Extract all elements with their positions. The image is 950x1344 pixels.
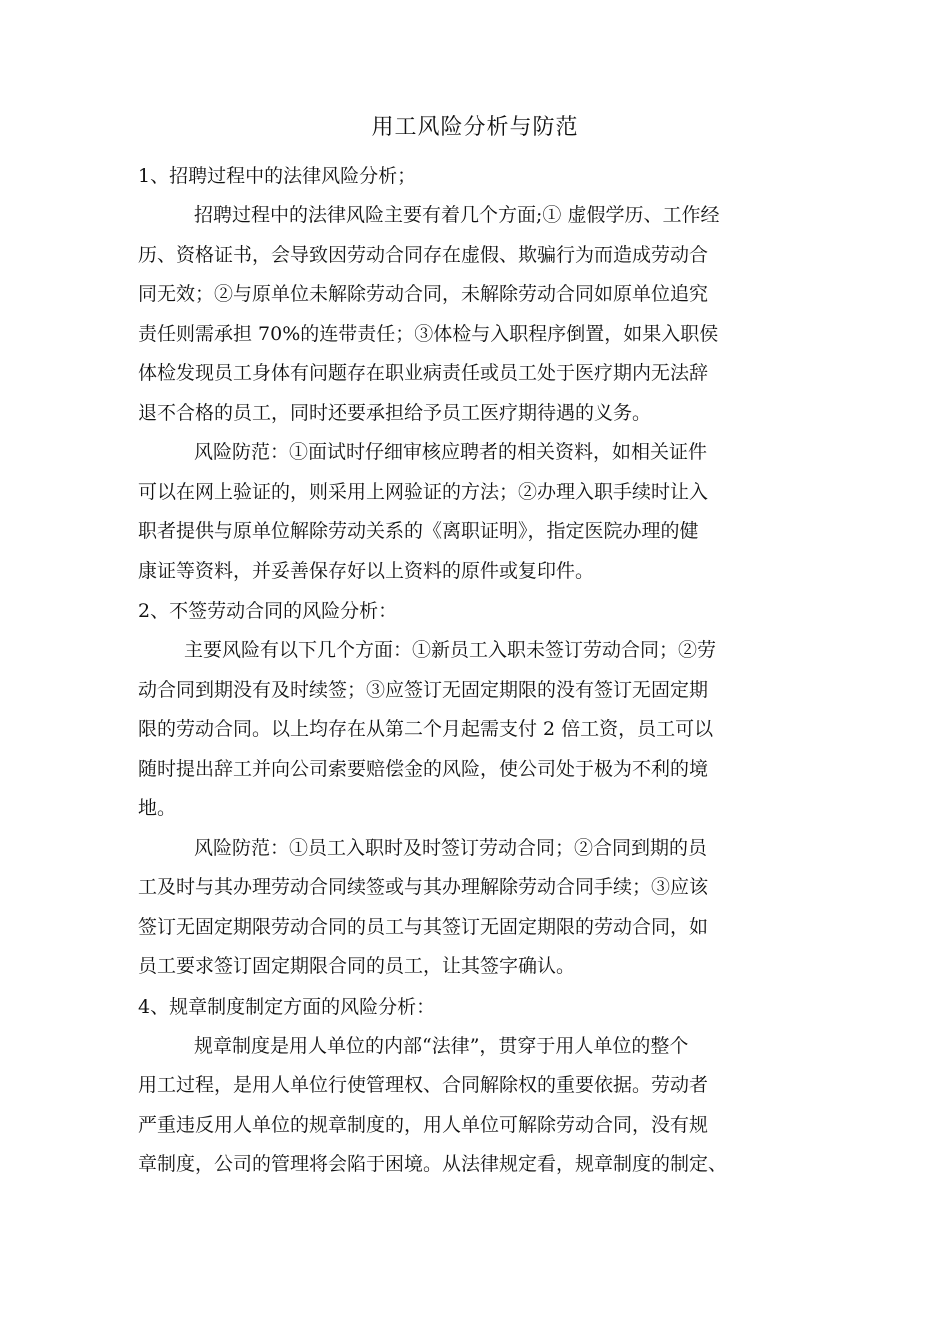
- text-line: 康证等资料，并妥善保存好以上资料的原件或复印件。: [138, 559, 595, 582]
- text-line: 职者提供与原单位解除劳动关系的《离职证明》，指定医院办理的健: [138, 520, 699, 542]
- text-line: 严重违反用人单位的规章制度的，用人单位可解除劳动合同，没有规: [138, 1113, 709, 1136]
- section-heading: 2、不签劳动合同的风险分析：: [138, 600, 398, 622]
- text-line: 同无效；②与原单位未解除劳动合同，未解除劳动合同如原单位追究: [138, 283, 709, 305]
- text-line: 用工过程，是用人单位行使管理权、合同解除权的重要依据。劳动者: [138, 1074, 709, 1096]
- text-line: 历、资格证书，会导致因劳动合同存在虚假、欺骗行为而造成劳动合: [138, 243, 709, 266]
- text-line: 可以在网上验证的，则采用上网验证的方法；②办理入职手续时让入: [138, 480, 709, 503]
- text-line: 随时提出辞工并向公司索要赔偿金的风险，使公司处于极为不利的境: [138, 757, 709, 780]
- text-line: 退不合格的员工，同时还要承担给予员工医疗期待遇的义务。: [138, 401, 652, 424]
- document-title: 用工风险分析与防范: [371, 115, 579, 140]
- text-line: 动合同到期没有及时续签；③应签订无固定期限的没有签订无固定期: [138, 678, 709, 701]
- text-line: 规章制度是用人单位的内部“法律”，贯穿于用人单位的整个: [194, 1034, 689, 1057]
- document-body: [138, 156, 828, 1185]
- section-heading: 1、招聘过程中的法律风险分析；: [138, 165, 417, 187]
- text-line: 签订无固定期限劳动合同的员工与其签订无固定期限的劳动合同，如: [138, 915, 709, 938]
- text-line: 员工要求签订固定期限合同的员工，让其签字确认。: [138, 955, 576, 977]
- text-line: 章制度，公司的管理将会陷于困境。从法律规定看，规章制度的制定、: [138, 1153, 728, 1175]
- text-line: 责任则需承担 70%的连带责任；③体检与入职程序倒置，如果入职侯: [138, 322, 719, 345]
- section-heading: 4、规章制度制定方面的风险分析：: [138, 995, 436, 1018]
- text-line: 主要风险有以下几个方面：①新员工入职未签订劳动合同；②劳: [184, 639, 717, 661]
- paragraph: [138, 829, 828, 987]
- paragraph: [138, 1027, 828, 1185]
- text-line: 限的劳动合同。以上均存在从第二个月起需支付 2 倍工资，员工可以: [138, 718, 714, 740]
- text-line: 工及时与其办理劳动合同续签或与其办理解除劳动合同手续；③应该: [138, 876, 709, 898]
- text-line: 风险防范：①员工入职时及时签订劳动合同；②合同到期的员: [194, 836, 708, 859]
- text-line: 招聘过程中的法律风险主要有着几个方面;① 虚假学历、工作经: [194, 204, 720, 226]
- text-line: 风险防范：①面试时仔细审核应聘者的相关资料，如相关证件: [194, 441, 708, 463]
- text-line: 体检发现员工身体有问题存在职业病责任或员工处于医疗期内无法辞: [138, 362, 709, 384]
- text-line: 地。: [138, 797, 177, 819]
- paragraph: [138, 196, 828, 433]
- paragraph: [138, 631, 828, 829]
- paragraph: [138, 433, 828, 591]
